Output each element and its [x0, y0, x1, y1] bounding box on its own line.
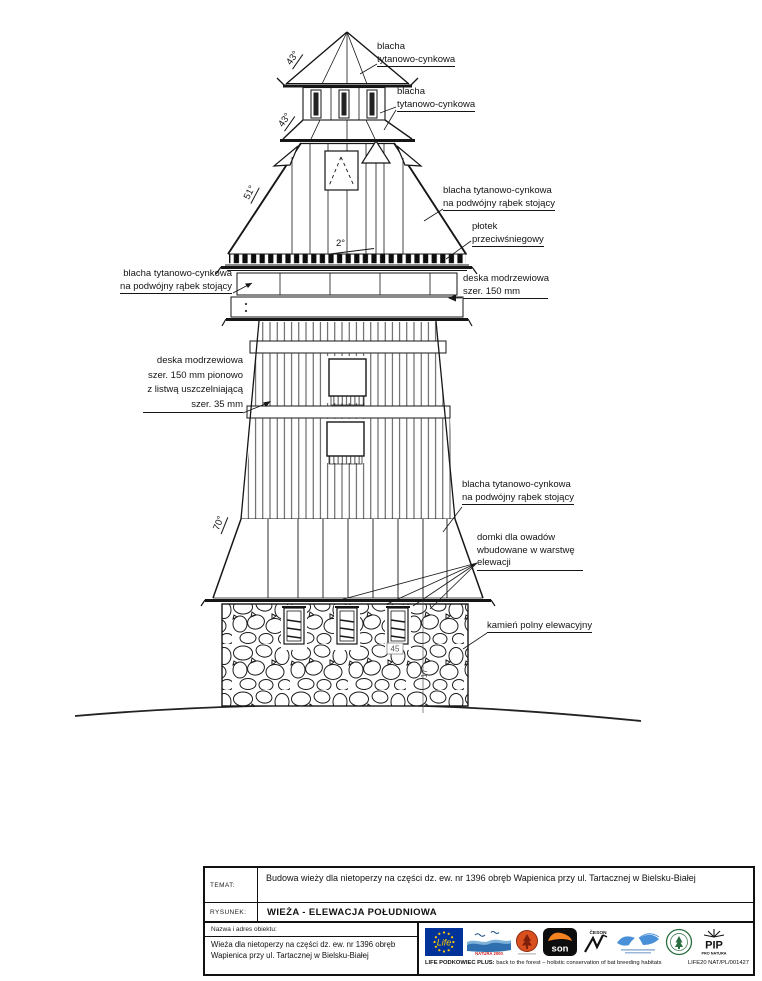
- label-insect-houses: domki dla owadów wbudowane w warstwę elewacji: [477, 532, 583, 571]
- svg-text:son: son: [551, 943, 569, 955]
- logo-strip: [425, 926, 749, 958]
- ptpp-pro-natura-logo: [697, 928, 731, 956]
- label-roof-sheet: blacha tytanowo-cynkowa na podwójny rąbek stojący: [443, 185, 555, 209]
- svg-text:Life: Life: [436, 937, 452, 948]
- project-code: LIFE20 NAT/PL/001427: [687, 960, 749, 966]
- svg-text:PRO NATURA: PRO NATURA: [701, 951, 727, 956]
- angle-main-roof: 51°: [241, 182, 260, 204]
- angle-roof-pitch: 2°: [336, 238, 346, 249]
- son-logo: [543, 928, 577, 956]
- label-fascia-sheet: blacha tytanowo-cynkowa na podwójny rąbek stojący: [120, 268, 232, 292]
- lantern: [303, 88, 385, 121]
- title-block-row-object: [205, 923, 753, 974]
- natura-2000-logo: [467, 929, 511, 956]
- svg-text:NATURA 2000: NATURA 2000: [475, 950, 503, 956]
- label-board-150: deska modrzewiowa szer. 150 mm: [463, 273, 550, 297]
- label-lantern-sheet: blacha tytanowo-cynkowa: [397, 86, 476, 110]
- ceson-logo: [581, 928, 611, 956]
- snow-guard-fence: [216, 254, 477, 274]
- ground-line: [75, 705, 641, 721]
- shaft-window-lower: [327, 422, 364, 456]
- roof-hatch: [325, 151, 358, 190]
- tree-emblem-logo: [515, 929, 539, 956]
- stone-base: [222, 601, 468, 713]
- angle-spire: 43°: [283, 48, 303, 70]
- logo-cell: [419, 923, 753, 974]
- shaft-window-upper: [329, 359, 366, 396]
- label-skirt-sheet: blacha tytanowo-cynkowa na podwójny rąbek stojący: [462, 479, 574, 503]
- temat-label: TEMAT:: [205, 868, 258, 902]
- fascia-band: [222, 273, 472, 326]
- tower-shaft: [241, 321, 455, 519]
- dimension-mark-45: 45: [390, 644, 400, 654]
- project-caption: LIFE PODKOWIEC PLUS: back to the forest – holistic conservation of bat breeding habitats LIFE20 NAT/PL/001427: [425, 960, 749, 966]
- title-block: [203, 866, 755, 976]
- forest-circle-logo: [665, 928, 693, 956]
- eu-life-logo: [425, 928, 463, 956]
- rysunek-value: WIEŻA - ELEWACJA POŁUDNIOWA: [267, 907, 438, 918]
- bat-wings-logo: [615, 929, 661, 955]
- temat-value: Budowa wieży dla nietoperzy na części dz. ew. nr 1396 obręb Wapienica przy ul. Tartacznej w Bielsku-Białej: [266, 873, 696, 883]
- label-board-150-vertical: deska modrzewiowa szer. 150 mm pionowo z listwą uszczelniającą szer. 35 mm: [95, 354, 243, 413]
- label-spire-sheet: blacha tytanowo-cynkowa: [377, 41, 456, 65]
- object-value: Wieża dla nietoperzy na części dz. ew. nr 1396 obręb Wapienica przy ul. Tartacznej w Bielsku-Białej: [211, 940, 396, 960]
- flared-skirt: [201, 519, 495, 606]
- title-block-row-rysunek: [205, 903, 753, 923]
- object-cell: [205, 923, 419, 974]
- object-label: Nazwa i adres obiektu:: [205, 926, 417, 937]
- dimension-mark-17: 17: [420, 669, 429, 678]
- svg-text:ČESON: ČESON: [589, 931, 607, 936]
- rysunek-label: RYSUNEK:: [205, 903, 258, 921]
- label-snow-fence: płotek przeciwśniegowy: [472, 221, 544, 245]
- angle-flare: 70°: [210, 513, 228, 535]
- lantern-skirt-roof: [280, 120, 415, 141]
- title-block-row-temat: [205, 868, 753, 903]
- angle-lantern-roof: 43°: [275, 110, 295, 132]
- label-field-stone: kamień polny elewacyjny: [487, 620, 593, 631]
- svg-text:PIP: PIP: [705, 939, 723, 952]
